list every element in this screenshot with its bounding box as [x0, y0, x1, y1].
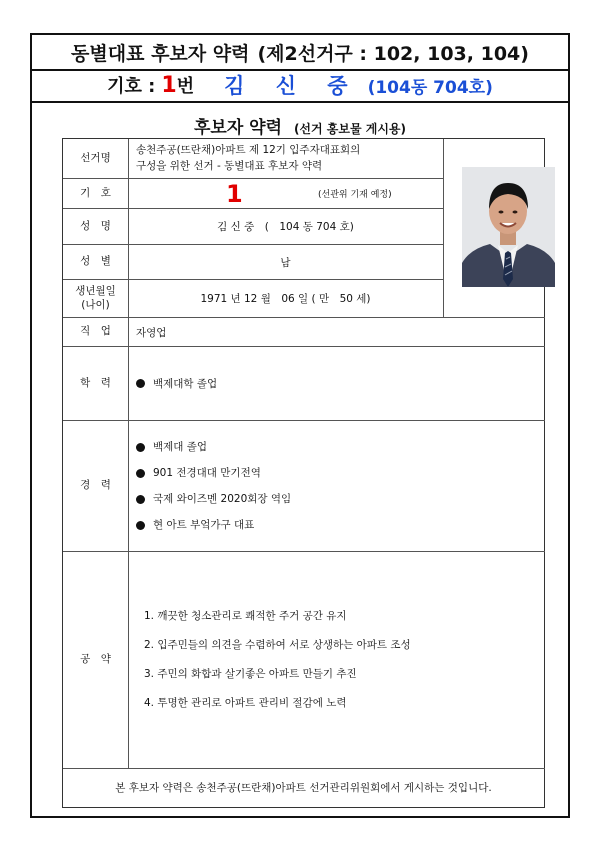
value-education	[128, 347, 545, 420]
sheet-title	[32, 113, 568, 138]
value-pledge	[128, 552, 545, 768]
candidate-room: (104동 704호)	[367, 77, 493, 98]
symbol-prefix: 기호 :	[107, 76, 156, 97]
election-line-2: 구성을 위한 선거 - 동별대표 후보자 약력	[136, 159, 323, 172]
career-item: 백제대 졸업	[153, 441, 208, 453]
label-election: 선거명	[63, 139, 129, 178]
row-gender	[63, 245, 443, 280]
symbol-value: 1	[226, 179, 243, 208]
row-pledge	[63, 552, 545, 769]
symbol-line	[32, 69, 568, 103]
row-symbol	[63, 179, 443, 209]
list-item	[136, 460, 291, 486]
label-job: 직 업	[63, 318, 129, 346]
label-gender: 성 별	[63, 245, 129, 279]
label-pledge: 공 약	[63, 552, 129, 768]
value-birth: 1971 년 12 월 06 일 ( 만 50 세)	[200, 293, 371, 305]
birth-label-1: 생년월일	[75, 284, 116, 297]
career-item: 901 전경대대 만기전역	[153, 467, 261, 479]
election-line-1: 송천주공(뜨란채)아파트 제 12기 입주자대표회의	[136, 143, 361, 156]
row-job	[63, 318, 545, 347]
list-item: 1. 깨끗한 청소관리로 쾌적한 주거 공간 유지	[144, 610, 347, 622]
bullet-icon	[136, 469, 145, 478]
list-item: 3. 주민의 화합과 살기좋은 아파트 만들기 추진	[144, 668, 357, 680]
header-district: (제2선거구 : 102, 103, 104)	[257, 42, 529, 65]
list-item	[136, 512, 291, 538]
education-item: 백제대학 졸업	[153, 378, 218, 390]
value-career	[128, 421, 545, 551]
bullet-icon	[136, 379, 145, 388]
label-career: 경 력	[63, 421, 129, 551]
value-symbol	[128, 179, 443, 208]
career-item: 현 아트 부엌가구 대표	[153, 519, 255, 531]
sheet-title-text: 후보자 약력	[193, 118, 283, 138]
bullet-icon	[136, 443, 145, 452]
document-header	[32, 35, 568, 71]
symbol-note: (선관위 기재 예정)	[318, 190, 392, 200]
candidate-photo	[462, 167, 555, 287]
symbol-suffix: 번	[176, 76, 195, 97]
label-symbol: 기 호	[63, 179, 129, 208]
candidate-name: 김 신 중	[224, 74, 360, 98]
row-election	[63, 139, 443, 179]
row-career	[63, 421, 545, 552]
bullet-icon	[136, 495, 145, 504]
value-gender: 남	[280, 256, 291, 269]
list-item: 2. 입주민들의 의견을 수렴하여 서로 상생하는 아파트 조성	[144, 639, 411, 651]
sheet-subtitle: (선거 홍보물 게시용)	[293, 122, 406, 136]
list-item: 4. 투명한 관리로 아파트 관리비 절감에 노력	[144, 697, 347, 709]
label-name: 성 명	[63, 209, 129, 244]
list-item	[136, 434, 291, 460]
label-education: 학 력	[63, 347, 129, 420]
label-birth	[63, 280, 129, 317]
value-election	[128, 139, 443, 178]
sheet-footer: 본 후보자 약력은 송천주공(뜨란채)아파트 선거관리위원회에서 게시하는 것입니다.	[115, 781, 492, 794]
row-education	[63, 347, 545, 421]
row-name	[63, 209, 443, 245]
list-item	[136, 376, 217, 391]
document-frame	[30, 33, 570, 818]
value-name: 김 신 중 ( 104 동 704 호)	[217, 221, 354, 233]
list-item	[136, 486, 291, 512]
value-job: 자영업	[136, 326, 167, 339]
header-title: 동별대표 후보자 약력	[71, 42, 250, 65]
pledge-list	[128, 602, 411, 718]
career-list	[128, 434, 291, 538]
birth-label-2: (나이)	[81, 298, 110, 311]
symbol-number: 1	[161, 72, 177, 98]
career-item: 국제 와이즈멘 2020회장 역임	[153, 493, 292, 505]
profile-sheet	[62, 138, 545, 808]
education-list	[128, 376, 217, 391]
row-birth	[63, 280, 443, 318]
bullet-icon	[136, 521, 145, 530]
photo-cell	[443, 139, 545, 318]
